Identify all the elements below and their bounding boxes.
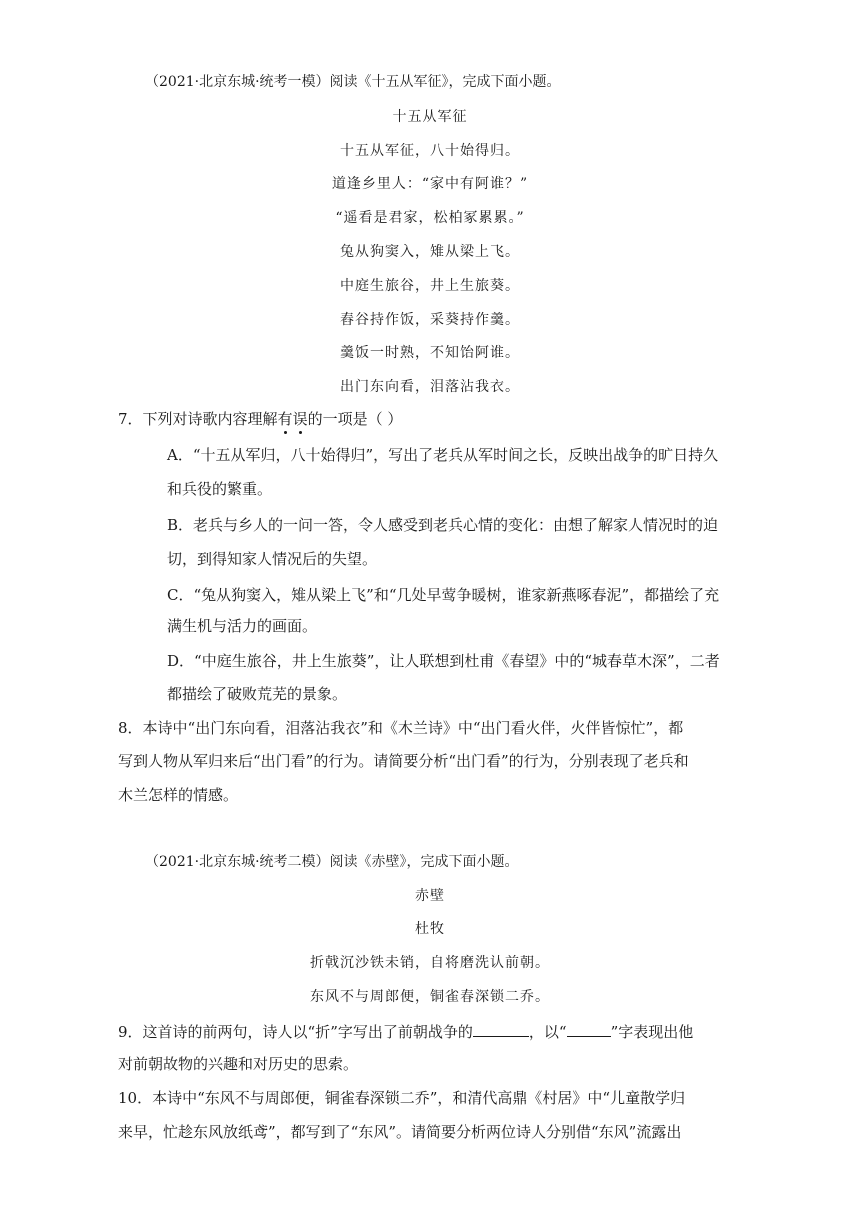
option-c-line-1: C．“兔从狗窦入，雉从梁上飞”和“几处早莺争暖树，谁家新燕啄春泥”，都描绘了充 — [167, 586, 720, 604]
question-7-stem — [118, 409, 402, 429]
question-9-text: 9．这首诗的前两句，诗人以“折”字写出了前朝战争的 — [118, 1023, 473, 1041]
source-line-2: （2021·北京东城·统考二模）阅读《赤壁》，完成下面小题。 — [145, 854, 519, 870]
poem-line: 折戟沉沙铁未销，自将磨洗认前朝。 — [310, 955, 550, 971]
question-7-text: 的一项是（ ） — [307, 410, 403, 428]
emphasis-dot-char: 误 — [292, 410, 308, 428]
source-line-1: （2021·北京东城·统考一模）阅读《十五从军征》，完成下面小题。 — [145, 74, 561, 90]
option-d-line-1: D．“中庭生旅谷，井上生旅葵”，让人联想到杜甫《春望》中的“城春草木深”，二者 — [167, 652, 720, 670]
poem-line: “遥看是君家，松柏冢累累。” — [335, 210, 525, 226]
poem-author: 杜牧 — [415, 921, 445, 937]
poem-line: 中庭生旅谷，井上生旅葵。 — [340, 278, 520, 294]
question-9-text: ，以“ — [528, 1023, 567, 1041]
question-8-line-1: 8．本诗中“出门东向看，泪落沾我衣”和《木兰诗》中“出门看火伴，火伴皆惊忙”，都 — [118, 719, 684, 737]
poem-title: 赤壁 — [415, 888, 445, 904]
poem-line: 道逢乡里人：“家中有阿谁？” — [331, 176, 529, 192]
option-d-line-2: 都描绘了破败荒芜的景象。 — [167, 685, 348, 703]
question-7-text: 7．下列对诗歌内容理解 — [118, 410, 278, 428]
poem-line: 十五从军征，八十始得归。 — [340, 143, 520, 159]
question-10-line-2: 来早，忙趁东风放纸鸢”，都写到了“东风”。请简要分析两位诗人分别借“东风”流露出 — [118, 1123, 682, 1141]
question-9-text: ”字表现出他 — [610, 1023, 694, 1041]
poem-line: 羹饭一时熟，不知饴阿谁。 — [340, 345, 520, 361]
option-c-line-2: 满生机与活力的画面。 — [167, 617, 318, 635]
poem-title: 十五从军征 — [392, 109, 468, 125]
option-b-line-2: 切，到得知家人情况后的失望。 — [167, 550, 378, 568]
question-9-line-1 — [118, 1020, 693, 1042]
poem-line: 东风不与周郎便，铜雀春深锁二乔。 — [310, 989, 550, 1005]
question-9-line-2: 对前朝故物的兴趣和对历史的思索。 — [118, 1055, 359, 1073]
question-8-line-2: 写到人物从军归来后“出门看”的行为。请简要分析“出门看”的行为，分别表现了老兵和 — [118, 752, 689, 770]
poem-line: 出门东向看，泪落沾我衣。 — [340, 379, 520, 395]
emphasis-dot-char: 有 — [277, 410, 293, 428]
option-a-line-2: 和兵役的繁重。 — [167, 480, 273, 498]
answer-blank[interactable] — [473, 1020, 529, 1037]
answer-blank[interactable] — [567, 1020, 611, 1037]
poem-line: 兔从狗窦入，雉从梁上飞。 — [340, 244, 520, 260]
question-8-line-3: 木兰怎样的情感。 — [118, 786, 239, 804]
option-a-line-1: A．“十五从军归，八十始得归”，写出了老兵从军时间之长，反映出战争的旷日持久 — [167, 446, 719, 464]
option-b-line-1: B．老兵与乡人的一问一答，令人感受到老兵心情的变化：由想了解家人情况时的迫 — [167, 516, 719, 534]
question-10-line-1: 10．本诗中“东风不与周郎便，铜雀春深锁二乔”，和清代高鼎《村居》中“儿童散学归 — [118, 1089, 686, 1107]
poem-line: 舂谷持作饭，采葵持作羹。 — [340, 312, 520, 328]
